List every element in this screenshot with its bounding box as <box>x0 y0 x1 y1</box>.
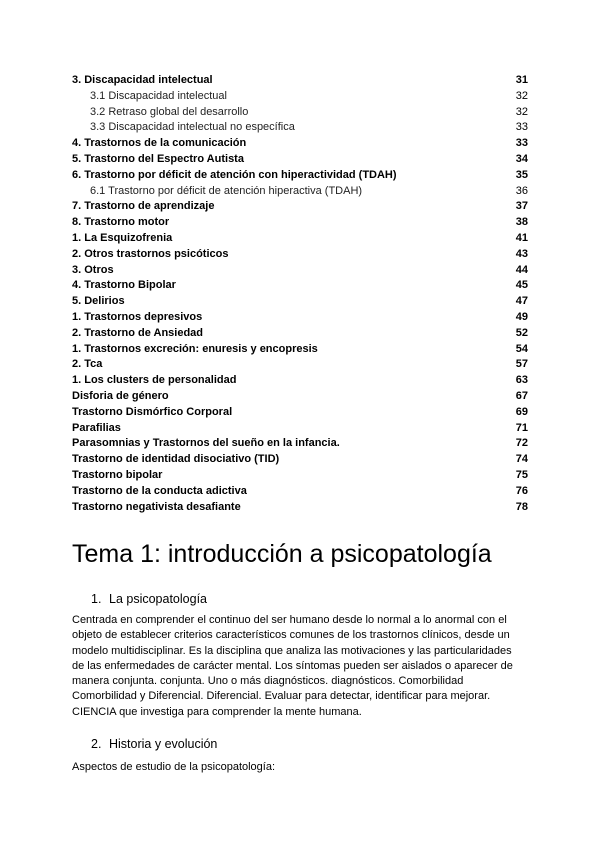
toc-entry[interactable] <box>72 184 528 200</box>
toc-entry-title: 4. Trastornos de la comunicación <box>72 137 247 150</box>
toc-entry-title: 6.1 Trastorno por déficit de atención hiperactiva (TDAH) <box>90 184 363 197</box>
toc-entry[interactable] <box>72 136 528 152</box>
toc-entry[interactable] <box>72 342 528 358</box>
toc-entry-title: 5. Delirios <box>72 295 125 308</box>
toc-entry-title: 1. La Esquizofrenia <box>72 231 173 244</box>
toc-entry-page: 32 <box>515 105 528 118</box>
toc-entry[interactable] <box>72 310 528 326</box>
toc-entry-page: 44 <box>515 263 528 276</box>
toc-entry-title: Disforia de género <box>72 389 169 402</box>
toc-entry-page: 38 <box>515 216 528 229</box>
section-heading-historia <box>91 737 217 751</box>
toc-entry-page: 43 <box>515 247 528 260</box>
toc-entry[interactable] <box>72 468 528 484</box>
toc-entry[interactable] <box>72 231 528 247</box>
toc-entry-page: 31 <box>515 74 528 86</box>
toc-entry[interactable] <box>72 247 528 263</box>
toc-entry-page: 75 <box>515 468 528 481</box>
toc-entry-page: 63 <box>515 374 528 387</box>
toc-entry-title: 3.3 Discapacidad intelectual no específica <box>90 121 295 134</box>
toc-entry[interactable] <box>72 389 528 405</box>
toc-entry-title: Parafilias <box>72 421 121 434</box>
toc-entry-title: 2. Trastorno de Ansiedad <box>72 326 204 339</box>
toc-entry[interactable] <box>72 152 528 168</box>
table-of-contents <box>72 73 528 515</box>
toc-entry-title: Trastorno bipolar <box>72 468 163 481</box>
toc-entry-page: 74 <box>515 453 528 466</box>
toc-entry[interactable] <box>72 373 528 389</box>
toc-entry-page: 49 <box>515 310 528 323</box>
toc-entry[interactable] <box>72 452 528 468</box>
toc-entry-title: 6. Trastorno por déficit de atención con hiperactividad (TDAH) <box>72 168 397 181</box>
toc-entry[interactable] <box>72 263 528 279</box>
toc-entry[interactable] <box>72 484 528 500</box>
toc-entry-title: Trastorno Dismórfico Corporal <box>72 405 233 418</box>
toc-entry-page: 67 <box>515 389 528 402</box>
toc-entry-title: 7. Trastorno de aprendizaje <box>72 200 215 213</box>
toc-entry[interactable] <box>72 421 528 437</box>
toc-entry-title: 3.2 Retraso global del desarrollo <box>90 105 249 118</box>
toc-entry-page: 41 <box>515 231 528 244</box>
toc-entry-title: 2. Otros trastornos psicóticos <box>72 247 229 260</box>
toc-entry-title: 8. Trastorno motor <box>72 216 170 229</box>
toc-entry[interactable] <box>72 405 528 421</box>
toc-entry-page: 36 <box>515 184 528 197</box>
toc-entry-page: 37 <box>515 200 528 213</box>
toc-entry-page: 57 <box>515 358 528 371</box>
toc-entry-page: 78 <box>515 500 528 513</box>
toc-entry-title: 4. Trastorno Bipolar <box>72 279 176 292</box>
toc-entry-title: Trastorno negativista desafiante <box>72 500 241 513</box>
toc-entry-title: Trastorno de identidad disociativo (TID) <box>72 453 280 466</box>
toc-entry-title: 3.1 Discapacidad intelectual <box>90 89 227 102</box>
toc-entry-title: 3. Otros <box>72 263 114 276</box>
toc-entry-title: Parasomnias y Trastornos del sueño en la infancia. <box>72 437 340 450</box>
section-number: 2. <box>91 737 102 751</box>
toc-entry-title: 1. Trastornos depresivos <box>72 310 203 323</box>
section-title: Historia y evolución <box>109 737 218 751</box>
toc-entry-page: 34 <box>515 152 528 165</box>
toc-entry-title: 5. Trastorno del Espectro Autista <box>72 152 244 165</box>
toc-entry[interactable] <box>72 73 528 89</box>
toc-entry[interactable] <box>72 278 528 294</box>
toc-entry-page: 52 <box>515 326 528 339</box>
toc-entry-page: 33 <box>515 121 528 134</box>
toc-entry[interactable] <box>72 357 528 373</box>
toc-entry[interactable] <box>72 436 528 452</box>
toc-entry-page: 45 <box>515 279 528 292</box>
toc-entry[interactable] <box>72 199 528 215</box>
toc-entry[interactable] <box>72 105 528 121</box>
toc-entry-page: 76 <box>515 484 528 497</box>
toc-entry-page: 47 <box>515 295 528 308</box>
toc-entry-page: 54 <box>515 342 528 355</box>
toc-entry-page: 72 <box>515 437 528 450</box>
toc-entry-title: Trastorno de la conducta adictiva <box>72 484 247 497</box>
toc-entry-title: 1. Trastornos excreción: enuresis y encopresis <box>72 342 318 355</box>
toc-entry[interactable] <box>72 120 528 136</box>
toc-entry[interactable] <box>72 500 528 516</box>
toc-entry[interactable] <box>72 326 528 342</box>
toc-entry-page: 71 <box>515 421 528 434</box>
body-paragraph: Centrada en comprender el continuo del ser humano desde lo normal a lo anormal con el objeto de establecer criterios característicos comunes de los trastornos clínicos, desde un modelo multidisciplinar. Es la disciplina que analiza las motivaciones y las particularidades de las enfermedades de carácter mental. Los síntomas pueden ser aislados o aparecer de manera conjunta. conjunta. Uno o más diagnósticos. diagnósticos. Comorbilidad Comorbilidad y Diferencial. Diferencial. Evaluar para detectar, identificar para mejorar. CIENCIA que investiga para comprender la mente humana. <box>72 614 513 718</box>
toc-entry-page: 32 <box>515 89 528 102</box>
section-number: 1. <box>91 592 102 606</box>
toc-entry-page: 69 <box>515 405 528 418</box>
toc-entry[interactable] <box>72 294 528 310</box>
toc-entry-page: 35 <box>515 168 528 181</box>
toc-entry[interactable] <box>72 168 528 184</box>
section-title: La psicopatología <box>109 592 207 606</box>
toc-entry-page: 33 <box>515 137 528 150</box>
section-heading-psicopatologia <box>91 592 207 606</box>
body-paragraph: Aspectos de estudio de la psicopatología: <box>72 761 276 773</box>
page-title: Tema 1: introducción a psicopatología <box>72 540 492 568</box>
toc-entry-title: 2. Tca <box>72 358 103 371</box>
toc-entry[interactable] <box>72 89 528 105</box>
toc-entry-title: 3. Discapacidad intelectual <box>72 74 213 86</box>
toc-entry-title: 1. Los clusters de personalidad <box>72 374 237 387</box>
toc-entry[interactable] <box>72 215 528 231</box>
